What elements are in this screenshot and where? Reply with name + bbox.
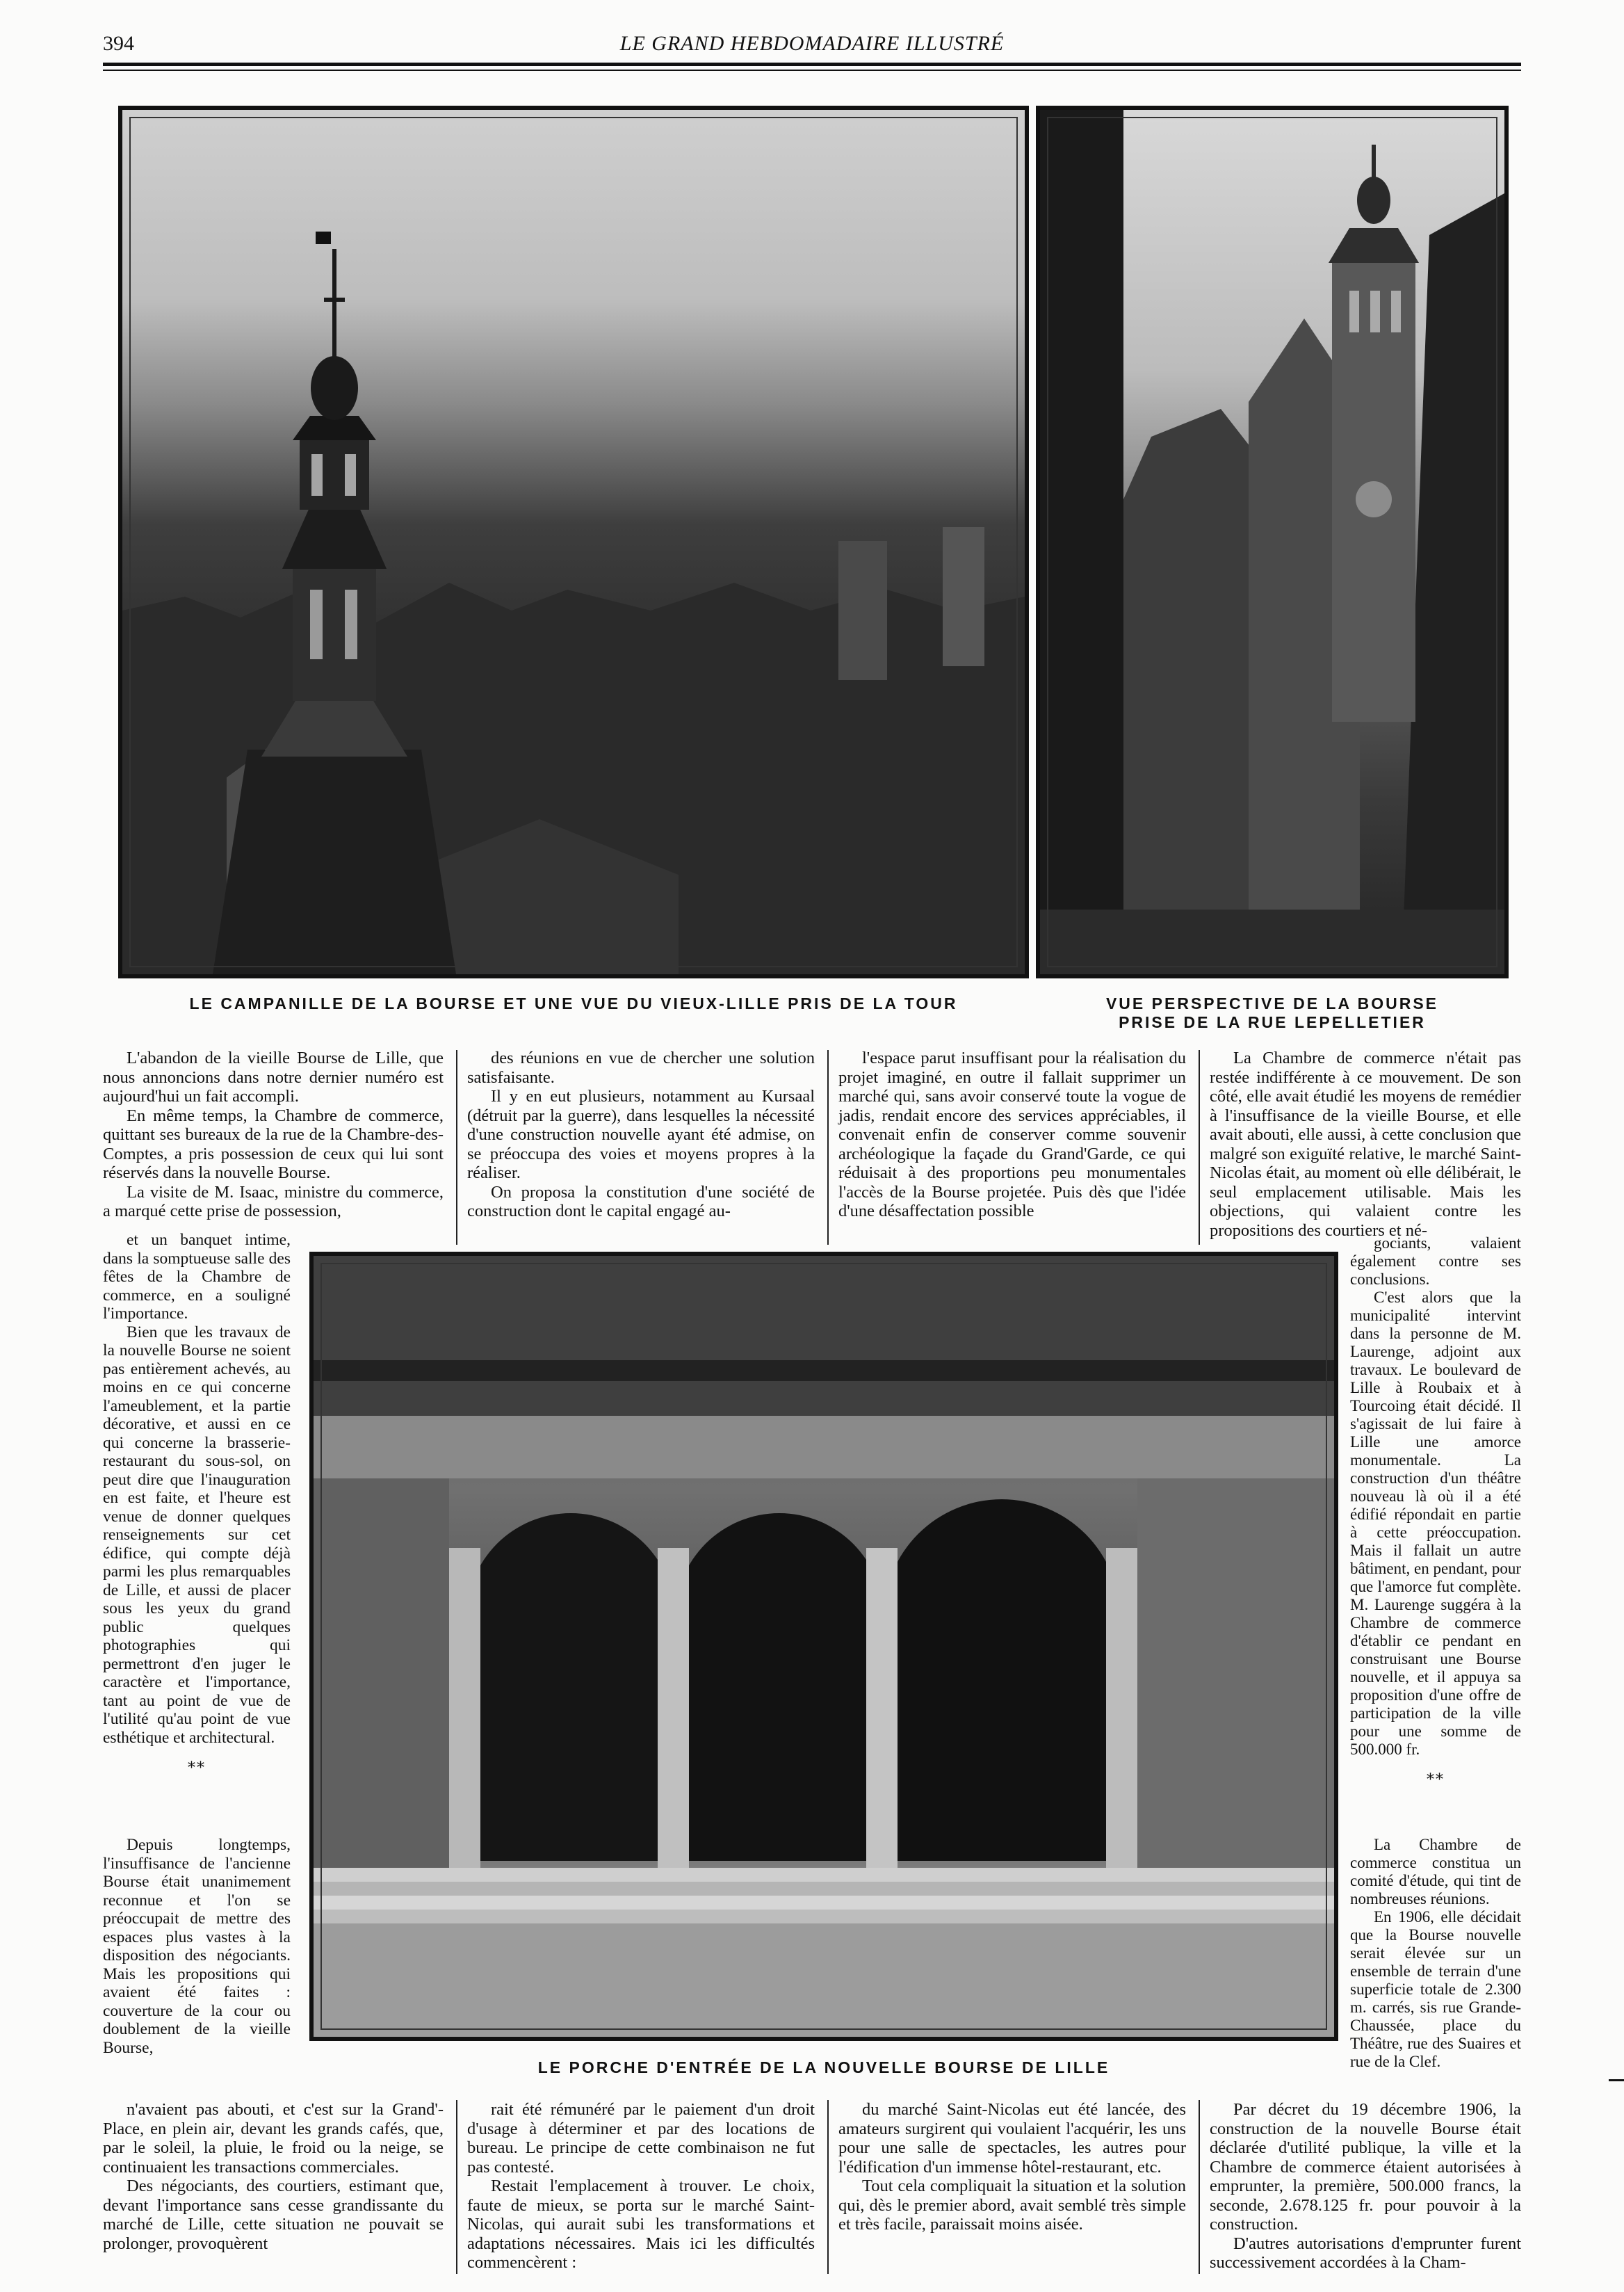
photo-inner-frame <box>1047 117 1497 967</box>
photo-campanile-vieux-lille <box>118 106 1029 978</box>
paragraph: D'autres autorisations d'emprunter furent successivement accordées à la Cham- <box>1210 2234 1521 2272</box>
paragraph: gociants, valaient également contre ses conclusions. <box>1350 1234 1521 1288</box>
section-stars: ⁎⁎ <box>188 1754 206 1771</box>
section-stars: ⁎⁎ <box>1427 1766 1445 1783</box>
photo-bourse-perspective <box>1036 106 1509 978</box>
article-column-4-bottom <box>1210 2100 1521 2273</box>
paragraph: La Chambre de commerce n'était pas restée indifférente à ce mouvement. De son côté, elle avait étudié les moyens de remédier à l'insuffisance de la vieille Bourse, et elle avait abouti, elle aussi, à cette conclusion que malgré son exiguïté relative, le marché Saint-Nicolas était, au moment où elle délibérait, le seul emplacement utilisable. Mais les objections, qui valaient contre les propositions des courtiers et né- <box>1210 1049 1521 1240</box>
paragraph: L'abandon de la vieille Bourse de Lille, que nous annoncions dans notre dernier numéro est aujourd'hui un fait accompli. <box>103 1049 444 1106</box>
article-column-1-wrap-a <box>103 1231 291 1778</box>
paragraph: C'est alors que la municipalité intervint dans la personne de M. Laurenge, adjoint aux travaux. Le boulevard de Lille à Roubaix et à Tourcoing était décidé. Il s'agissait de lui faire à Lille une amorce monumentale. La construction d'un théâtre nouveau là où il a été édifié répondait en partie à cette préoccupation. Mais il fallait un autre bâtiment, en pendant, pour que l'amorce fut complète. M. Laurenge suggéra à la Chambre de commerce d'établir ce pendant en construisant une Bourse nouvelle, et il appuya sa proposition d'une offre de participation de la ville pour une somme de 500.000 fr. <box>1350 1289 1521 1758</box>
page-number: 394 <box>103 32 134 55</box>
article-column-2-bottom <box>467 2100 815 2273</box>
photo-porche-entree <box>309 1252 1338 2041</box>
paragraph: Des négociants, des courtiers, estimant que, devant l'importance sans cesse grandissante du marché de Lille, cette situation ne pouvait se prolonger, provoquèrent <box>103 2177 444 2253</box>
margin-mark <box>1609 2079 1624 2092</box>
article-column-4-wrap-b <box>1350 1836 1521 2071</box>
header-rule-thick <box>103 63 1521 66</box>
caption-porche: LE PORCHE D'ENTRÉE DE LA NOUVELLE BOURSE DE LILLE <box>537 2058 1110 2076</box>
article-column-1-wrap-b <box>103 1836 291 2057</box>
column-rule <box>827 2100 829 2274</box>
column-rule <box>456 2100 457 2274</box>
article-column-1-bottom <box>103 2100 444 2253</box>
article-column-4-top <box>1210 1049 1521 1240</box>
paragraph: et un banquet intime, dans la somptueuse salle des fêtes de la Chambre de commerce, en a souligné l'importance. <box>103 1231 291 1323</box>
paragraph: Par décret du 19 décembre 1906, la construction de la nouvelle Bourse était déclarée d'utilité publique, la ville et la Chambre de commerce étaient autorisées à emprunter, la première, 500.000 francs, la seconde, 2.678.125 fr. pour pouvoir à la construction. <box>1210 2100 1521 2234</box>
column-rule <box>1199 1050 1200 1245</box>
paragraph: La visite de M. Isaac, ministre du commerce, a marqué cette prise de possession, <box>103 1182 444 1220</box>
column-rule <box>827 1050 829 1245</box>
article-column-3-bottom <box>838 2100 1186 2234</box>
article-column-1-top <box>103 1049 444 1221</box>
caption-perspective-line2: PRISE DE LA RUE LEPELLETIER <box>1119 1013 1426 1031</box>
photo-inner-frame <box>129 117 1018 967</box>
caption-campanile: LE CAMPANILLE DE LA BOURSE ET UNE VUE DU VIEUX-LILLE PRIS DE LA TOUR <box>189 994 958 1012</box>
article-column-2-top <box>467 1049 815 1221</box>
article-column-3-top <box>838 1049 1186 1221</box>
paragraph: n'avaient pas abouti, et c'est sur la Grand'-Place, en plein air, devant les grands cafés, que, par le soleil, la pluie, le froid ou la neige, se continuaient les transactions commerciales. <box>103 2100 444 2177</box>
running-title: LE GRAND HEBDOMADAIRE ILLUSTRÉ <box>619 32 1005 55</box>
paragraph: La Chambre de commerce constitua un comité d'étude, qui tint de nombreuses réunions. <box>1350 1836 1521 1907</box>
header-rule-thin <box>103 70 1521 71</box>
paragraph: Restait l'emplacement à trouver. Le choix, faute de mieux, se porta sur le marché Saint-Nicolas, qui aurait subi les transformations et adaptations nécessaires. Mais ici les difficultés commencèrent : <box>467 2177 815 2272</box>
photo-inner-frame <box>320 1263 1327 2030</box>
column-rule <box>456 1050 457 1245</box>
column-rule <box>1199 2100 1200 2274</box>
caption-perspective-line1: VUE PERSPECTIVE DE LA BOURSE <box>1105 994 1439 1012</box>
paragraph: Depuis longtemps, l'insuffisance de l'ancienne Bourse était unanimement reconnue et l'on se préoccupait de mettre des espaces plus vastes à la disposition des négociants. Mais les propositions qui avaient été faites : couverture de la cour ou doublement de la vieille Bourse, <box>103 1836 291 2057</box>
page-header <box>103 32 1521 60</box>
paragraph: rait été rémunéré par le paiement d'un droit d'usage à déterminer et par des locations de bureau. Le principe de cette combinaison ne fut pas contesté. <box>467 2100 815 2177</box>
paragraph: Il y en eut plusieurs, notamment au Kursaal (détruit par la guerre), dans lesquelles la nécessité d'une construction nouvelle ayant été admise, on se préoccupa des voies et moyens propres à la réaliser. <box>467 1087 815 1182</box>
paragraph: du marché Saint-Nicolas eut été lancée, des amateurs surgirent qui voulaient l'acquérir, les uns pour une salle de spectacles, les autres pour l'édification d'un immense hôtel-restaurant, etc. <box>838 2100 1186 2177</box>
paragraph: Tout cela compliquait la situation et la solution qui, dès le premier abord, avait semblé très simple et très facile, paraissait moins aisée. <box>838 2177 1186 2234</box>
paragraph: des réunions en vue de chercher une solution satisfaisante. <box>467 1049 815 1087</box>
article-column-4-wrap-a <box>1350 1234 1521 1789</box>
paragraph: En 1906, elle décidait que la Bourse nouvelle serait élevée sur un ensemble de terrain d'une superficie totale de 2.300 m. carrés, sis rue Grande-Chaussée, place du Théâtre, rue des Suaires et rue de la Clef. <box>1350 1908 1521 2070</box>
paragraph: En même temps, la Chambre de commerce, quittant ses bureaux de la rue de la Chambre-des-Comptes, a pris possession de ceux qui lui sont réservés dans la nouvelle Bourse. <box>103 1106 444 1182</box>
paragraph: l'espace parut insuffisant pour la réalisation du projet imaginé, en outre il fallait supprimer un marché qui, sans avoir conservé toute la vogue de jadis, rendait encore des services appréciables, il convenait enfin de conserver comme souvenir archéologique la façade du Grand'Garde, ce qui réduisait à des proportions peu monumentales l'accès de la Bourse projetée. Puis dès que l'idée d'une désaffectation possible <box>838 1049 1186 1220</box>
paragraph: On proposa la constitution d'une société de construction dont le capital engagé au- <box>467 1182 815 1220</box>
paragraph: Bien que les travaux de la nouvelle Bourse ne soient pas entièrement achevés, au moins en ce qui concerne l'ameublement, et la partie décorative, et aussi en ce qui concerne la brasserie-restaurant du sous-sol, on peut dire que l'inauguration en est faite, et l'heure est venue de donner quelques renseignements sur cet édifice, qui compte déjà parmi les plus remarquables de Lille, et aussi de placer sous les yeux du grand public quelques photographies qui permettront d'en juger le caractère et l'importance, tant au point de vue de l'utilité qu'au point de vue esthétique et architectural. <box>103 1323 291 1747</box>
